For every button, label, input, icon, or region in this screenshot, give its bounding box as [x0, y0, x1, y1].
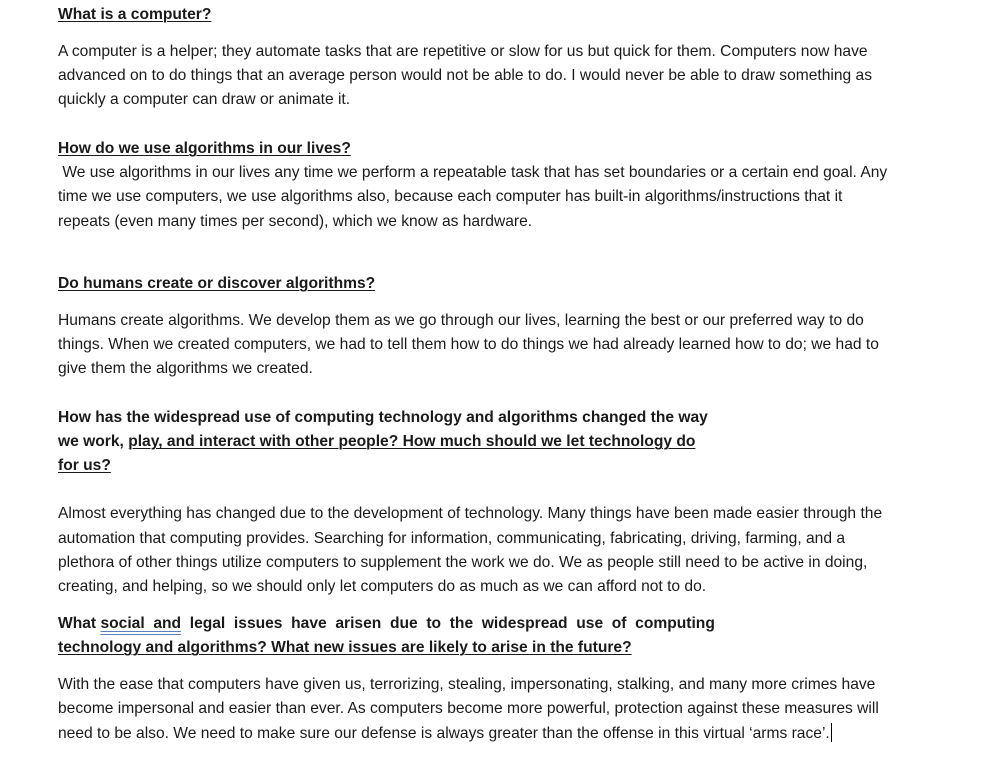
paragraph-line: give them the algorithms we created.: [58, 360, 313, 377]
heading-plain-part: we work,: [58, 433, 129, 450]
paragraph-line: quickly a computer can draw or animate it.: [58, 91, 351, 108]
paragraph-line: creating, and helping, so we should only let computers do as much as we can afford not to do.: [58, 578, 707, 595]
heading-social-legal-line2: technology and algorithms? What new issues are likely to arise in the future?: [58, 639, 632, 656]
heading-widespread-use-line2: [58, 430, 695, 454]
paragraph-last-line: [58, 722, 832, 746]
heading-underlined-part: play, and interact with other people? How much should we let technology do: [128, 433, 696, 450]
paragraph-line: advanced on to do things that an average person would not be able to do. I would never be able to draw something as: [58, 67, 873, 84]
paragraph-line: things. When we created computers, we had to tell them how to do things we had already learned how to do; we had to: [58, 336, 879, 353]
paragraph-line: become impersonal and easier than ever. As computers become more powerful, protection against these measures will: [58, 700, 879, 717]
paragraph-line: automation that computing provides. Searching for information, communicating, fabricating, driving, farming, and a: [58, 530, 846, 547]
heading-create-or-discover: Do humans create or discover algorithms?: [58, 275, 376, 292]
paragraph-line: repeats (even many times per second), which we know as hardware.: [58, 213, 533, 230]
heading-algorithms-in-lives: How do we use algorithms in our lives?: [58, 140, 351, 157]
heading-social-legal-line1: [58, 612, 715, 636]
text-cursor: [831, 723, 832, 742]
heading-widespread-use-line1: How has the widespread use of computing technology and algorithms changed the way: [58, 409, 708, 426]
paragraph-line: Almost everything has changed due to the development of technology. Many things have been made easier through the: [58, 505, 883, 522]
heading-widespread-use-line3: for us?: [58, 457, 111, 474]
spelling-flagged-phrase[interactable]: social and: [100, 615, 182, 632]
heading-what-word: What: [58, 615, 97, 632]
paragraph-text: need to be also. We need to make sure our defense is always greater than the offense in this virtual ‘arms race’.: [58, 725, 830, 742]
heading-rest: legal issues have arisen due to the widespread use of computing: [189, 615, 715, 632]
paragraph-line: plethora of other things utilize computers to supplement the work we do. We as people still need to be active in doing,: [58, 554, 868, 571]
paragraph-line: A computer is a helper; they automate tasks that are repetitive or slow for us but quick for them. Computers now have: [58, 43, 868, 60]
paragraph-line: time we use computers, we use algorithms also, because each computer has built-in algorithms/instructions that it: [58, 188, 843, 205]
paragraph-line: With the ease that computers have given us, terrorizing, stealing, impersonating, stalking, and many more crimes have: [58, 676, 876, 693]
paragraph-line: We use algorithms in our lives any time we perform a repeatable task that has set boundaries or a certain end goal. Any: [58, 164, 888, 181]
paragraph-line: Humans create algorithms. We develop them as we go through our lives, learning the best or our preferred way to do: [58, 312, 864, 329]
heading-what-is-a-computer: What is a computer?: [58, 6, 212, 23]
